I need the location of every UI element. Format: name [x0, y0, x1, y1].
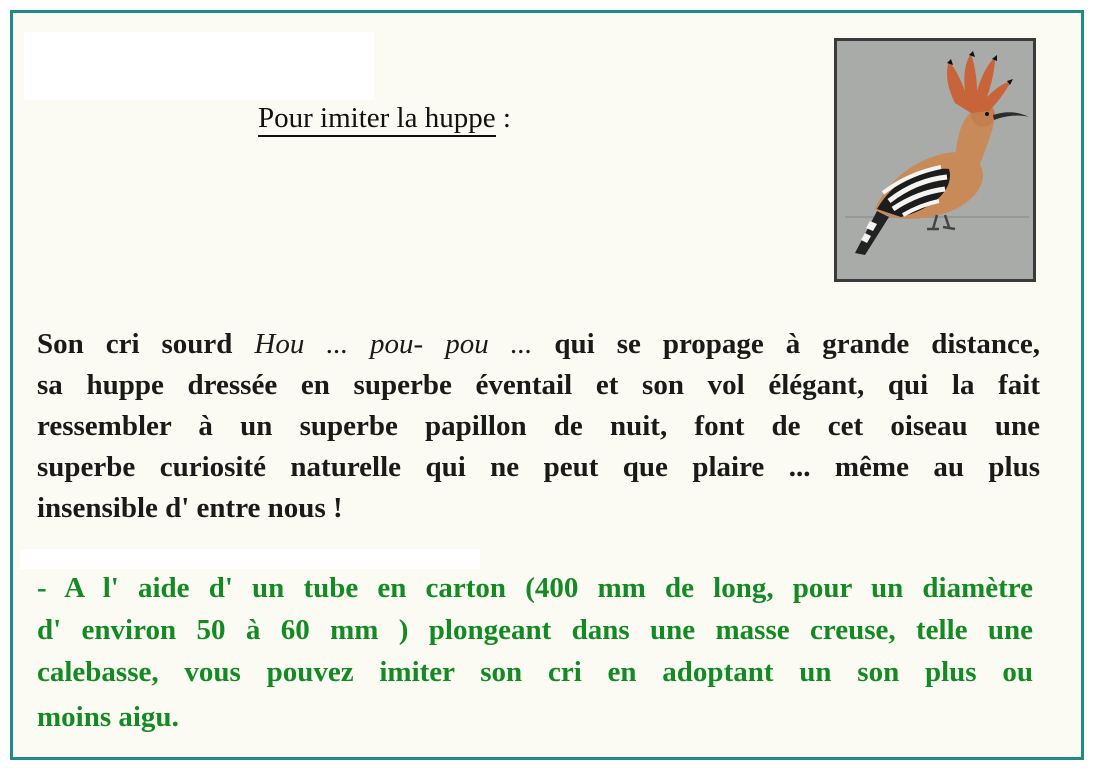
description-text: qui se propage à grande distance, [532, 328, 1040, 360]
hoopoe-photo [834, 38, 1036, 282]
blank-header-area [24, 32, 374, 100]
hoopoe-icon [837, 41, 1033, 279]
instruction-paragraph [37, 567, 1033, 738]
title-text: Pour imiter la huppe [258, 102, 496, 137]
page-title [258, 102, 511, 135]
description-line [37, 324, 1040, 365]
blank-separator-area [20, 549, 480, 569]
bird-call-text: Hou ... pou- pou ... [254, 328, 533, 360]
description-line: superbe curiosité naturelle qui ne peut que plaire ... même au plus [37, 451, 1040, 483]
description-text: Son cri sourd [37, 328, 255, 360]
instruction-line: d' environ 50 à 60 mm ) plongeant dans une masse creuse, telle une [37, 614, 1033, 646]
description-paragraph [37, 324, 1040, 529]
description-line: sa huppe dressée en superbe éventail et son vol élégant, qui la fait [37, 369, 1040, 401]
instruction-line: - A l' aide d' un tube en carton (400 mm de long, pour un diamètre [37, 572, 1033, 604]
title-colon: : [495, 102, 511, 134]
instruction-line: calebasse, vous pouvez imiter son cri en adoptant un son plus ou [37, 656, 1033, 688]
instruction-line: moins aigu. [37, 701, 179, 733]
description-line: ressembler à un superbe papillon de nuit, font de cet oiseau une [37, 410, 1040, 442]
description-line: insensible d' entre nous ! [37, 492, 343, 524]
